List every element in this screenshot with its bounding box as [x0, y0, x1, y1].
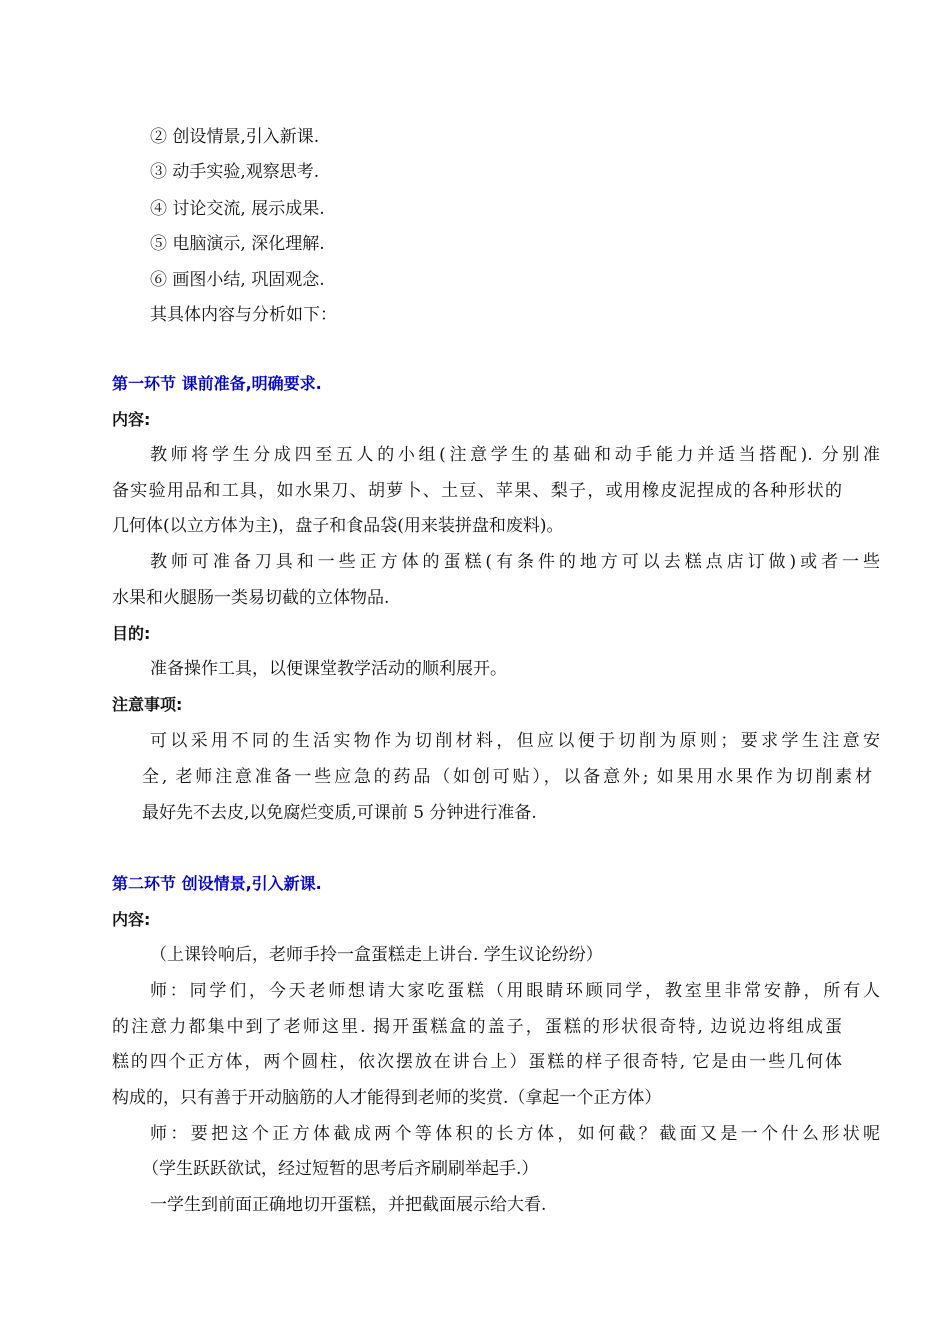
step-item: ④ 讨论交流, 展示成果. — [150, 199, 325, 219]
section2-line: 糕的四个正方体，两个圆柱，依次摆放在讲台上）蛋糕的样子很奇特, 它是由一些几何体 — [112, 1052, 842, 1072]
section1-content-label: 内容: — [112, 410, 151, 429]
section1-notes-line: 最好先不去皮,以免腐烂变质,可课前 5 分钟进行准备. — [142, 803, 537, 823]
step-item: ⑤ 电脑演示, 深化理解. — [150, 234, 325, 254]
section2-heading: 第二环节 创设情景,引入新课. — [112, 874, 322, 893]
section1-notes-line: 可以采用不同的生活实物作为切削材料，但应以便于切削为原则；要求学生注意安 — [150, 731, 880, 751]
section2-content-label: 内容: — [112, 910, 151, 929]
section1-purpose: 准备操作工具，以便课堂教学活动的顺利展开。 — [150, 659, 507, 679]
section2-line: 师：同学们，今天老师想请大家吃蛋糕（用眼睛环顾同学，教室里非常安静，所有人 — [150, 981, 880, 1001]
section2-line: 师：要把这个正方体截成两个等体积的长方体，如何截？截面又是一个什么形状呢 — [150, 1124, 880, 1144]
section1-paragraph-line: 教师将学生分成四至五人的小组(注意学生的基础和动手能力并适当搭配). 分别准 — [150, 445, 880, 465]
section2-line: （学生跃跃欲试，经过短暂的思考后齐刷刷举起手.） — [142, 1159, 539, 1179]
section1-paragraph-line: 水果和火腿肠一类易切截的立体物品. — [112, 588, 390, 608]
intro-line: 其具体内容与分析如下： — [150, 305, 337, 325]
section1-paragraph-line: 教师可准备刀具和一些正方体的蛋糕(有条件的地方可以去糕点店订做)或者一些 — [150, 552, 880, 572]
section2-line: 构成的，只有善于开动脑筋的人才能得到老师的奖赏.（拿起一个正方体） — [112, 1088, 662, 1108]
section1-notes-line: 全, 老师注意准备一些应急的药品（如创可贴），以备意外; 如果用水果作为切削素材 — [142, 767, 872, 787]
section2-line: 的注意力都集中到了老师这里. 揭开蛋糕盒的盖子，蛋糕的形状很奇特, 边说边将组成蛋 — [112, 1017, 842, 1037]
section1-paragraph-line: 几何体(以立方体为主)，盘子和食品袋(用来装拼盘和废料)。 — [112, 516, 564, 536]
step-item: ② 创设情景,引入新课. — [150, 127, 320, 147]
section2-line: （上课铃响后，老师手拎一盒蛋糕走上讲台. 学生议论纷纷） — [150, 945, 603, 965]
step-item: ⑥ 画图小结, 巩固观念. — [150, 270, 325, 290]
section1-purpose-label: 目的: — [112, 624, 151, 643]
section1-heading: 第一环节 课前准备,明确要求. — [112, 374, 322, 393]
section1-paragraph-line: 备实验用品和工具，如水果刀、胡萝卜、土豆、苹果、梨子，或用橡皮泥捏成的各种形状的 — [112, 481, 842, 501]
section2-line: 一学生到前面正确地切开蛋糕，并把截面展示给大看. — [150, 1195, 547, 1215]
step-item: ③ 动手实验,观察思考. — [150, 162, 320, 182]
section1-notes-label: 注意事项: — [112, 695, 183, 714]
